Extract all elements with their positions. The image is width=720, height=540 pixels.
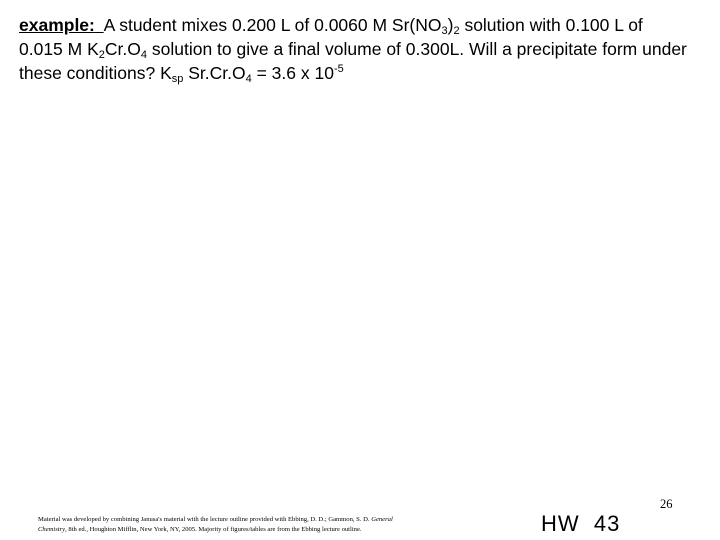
problem-line-1 [19, 13, 715, 37]
citation-text-2: , 8th ed., Houghton Mifflin, New York, NY, 2005. Majority of figures/tables are from the Ebbing lecture outline. [65, 526, 362, 533]
homework-label: HW 43 [541, 511, 621, 536]
problem-line-3 [19, 61, 715, 85]
problem-line-1-text: A student mixes 0.200 L of 0.0060 M Sr(NO [103, 15, 442, 35]
problem-line-2-lead: 0.015 M K [19, 39, 99, 59]
subscript: sp [171, 73, 184, 85]
exponent: -5 [333, 63, 344, 75]
problem-line-3-lead: these conditions? K [19, 63, 172, 83]
citation-line-1 [38, 515, 478, 525]
citation-line-2 [38, 525, 478, 535]
citation-text-1: Material was developed by combining Janusa's material with the lecture outline provided with Ebbing, D. D.; Gammon, S. D. [38, 516, 372, 523]
problem-line-3-mid: Sr.Cr.O [183, 63, 246, 83]
subscript: 3 [441, 25, 448, 37]
example-label-spacer [95, 15, 104, 35]
subscript: 4 [245, 73, 252, 85]
problem-line-1-tail: solution with 0.100 L of [459, 15, 643, 35]
problem-statement [19, 13, 715, 85]
subscript: 4 [140, 49, 148, 61]
subscript: 2 [453, 25, 460, 37]
example-label: example: [19, 15, 95, 35]
problem-line-2 [19, 37, 715, 61]
problem-line-2-mid: Cr.O [104, 39, 141, 59]
problem-line-2-tail: solution to give a final volume of 0.300L. Will a precipitate form under [147, 39, 687, 59]
close-paren: ) [447, 15, 454, 35]
citation-italic-1: General [371, 516, 393, 523]
page-number: 26 [660, 497, 673, 511]
citation-italic-2: Chemistry [38, 526, 66, 533]
ksp-equation: = 3.6 x 10 [251, 63, 334, 83]
subscript: 2 [98, 49, 105, 61]
source-citation [38, 515, 478, 535]
